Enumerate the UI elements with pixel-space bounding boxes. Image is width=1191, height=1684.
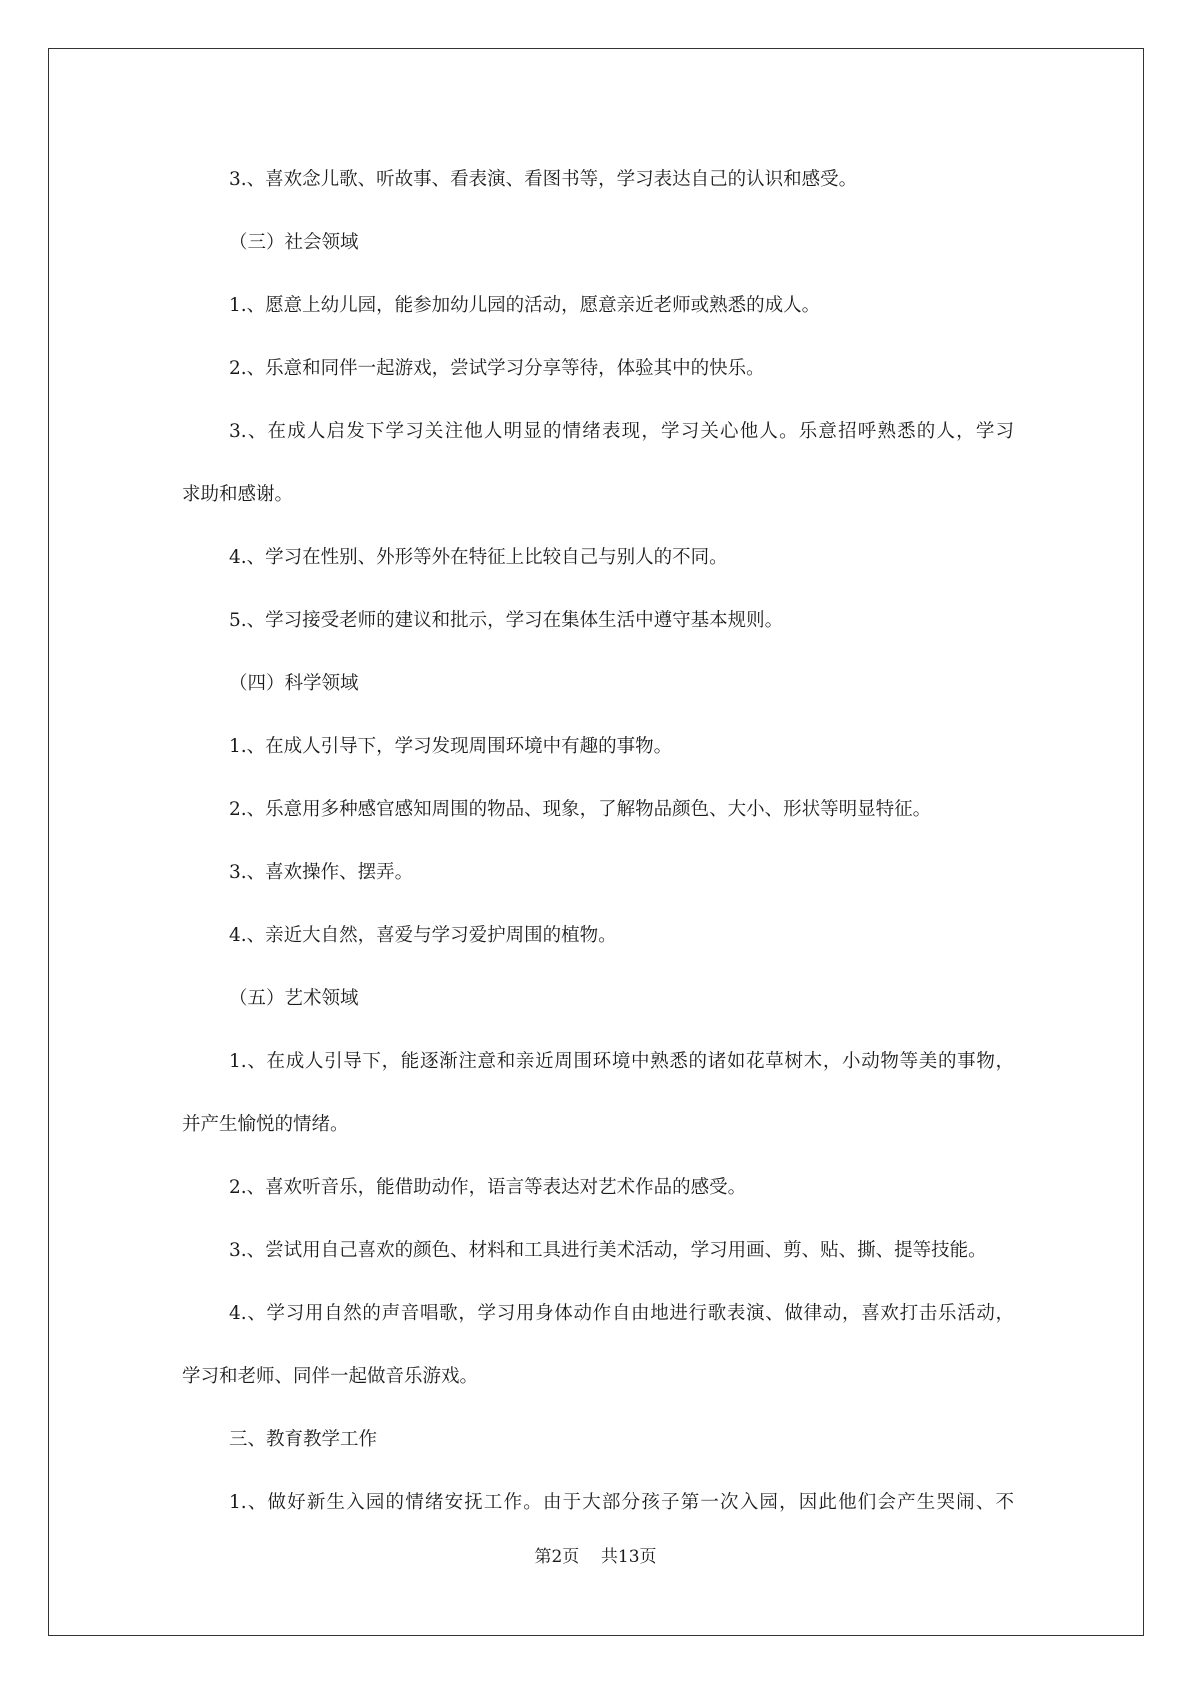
page-number-footer: 第2页 共13页 [534,1547,657,1567]
paragraph-art-1-line1: 1.、在成人引导下，能逐渐注意和亲近周围环境中熟悉的诸如花草树木，小动物等美的事物， [229,1051,1014,1072]
paragraph-art-3: 3.、尝试用自己喜欢的颜色、材料和工具进行美术活动，学习用画、剪、贴、撕、提等技能。 [229,1240,987,1261]
paragraph-language-3: 3.、喜欢念儿歌、听故事、看表演、看图书等，学习表达自己的认识和感受。 [229,169,858,190]
heading-science-domain: （四）科学领域 [229,673,359,694]
heading-art-domain: （五）艺术领域 [229,988,359,1009]
paragraph-science-3: 3.、喜欢操作、摆弄。 [229,862,414,883]
heading-social-domain: （三）社会领域 [229,232,359,253]
paragraph-social-3-line1: 3.、在成人启发下学习关注他人明显的情绪表现，学习关心他人。乐意招呼熟悉的人，学习 [229,421,1014,442]
paragraph-art-4-line1: 4.、学习用自然的声音唱歌，学习用身体动作自由地进行歌表演、做律动，喜欢打击乐活动， [229,1303,1014,1324]
paragraph-social-2: 2.、乐意和同伴一起游戏，尝试学习分享等待，体验其中的快乐。 [229,358,765,379]
paragraph-science-4: 4.、亲近大自然，喜爱与学习爱护周围的植物。 [229,925,617,946]
paragraph-social-1: 1.、愿意上幼儿园，能参加幼儿园的活动，愿意亲近老师或熟悉的成人。 [229,295,821,316]
paragraph-social-3-line2: 求助和感谢。 [182,484,294,505]
paragraph-art-2: 2.、喜欢听音乐，能借助动作，语言等表达对艺术作品的感受。 [229,1177,747,1198]
heading-education-work: 三、教育教学工作 [229,1429,378,1450]
paragraph-education-1: 1.、做好新生入园的情绪安抚工作。由于大部分孩子第一次入园，因此他们会产生哭闹、不 [229,1492,1014,1513]
paragraph-science-2: 2.、乐意用多种感官感知周围的物品、现象，了解物品颜色、大小、形状等明显特征。 [229,799,932,820]
paragraph-social-4: 4.、学习在性别、外形等外在特征上比较自己与别人的不同。 [229,547,728,568]
paragraph-art-1-line2: 并产生愉悦的情绪。 [182,1114,349,1135]
paragraph-science-1: 1.、在成人引导下，学习发现周围环境中有趣的事物。 [229,736,673,757]
paragraph-art-4-line2: 学习和老师、同伴一起做音乐游戏。 [182,1366,479,1387]
paragraph-social-5: 5.、学习接受老师的建议和批示，学习在集体生活中遵守基本规则。 [229,610,784,631]
document-body [182,148,1014,1534]
